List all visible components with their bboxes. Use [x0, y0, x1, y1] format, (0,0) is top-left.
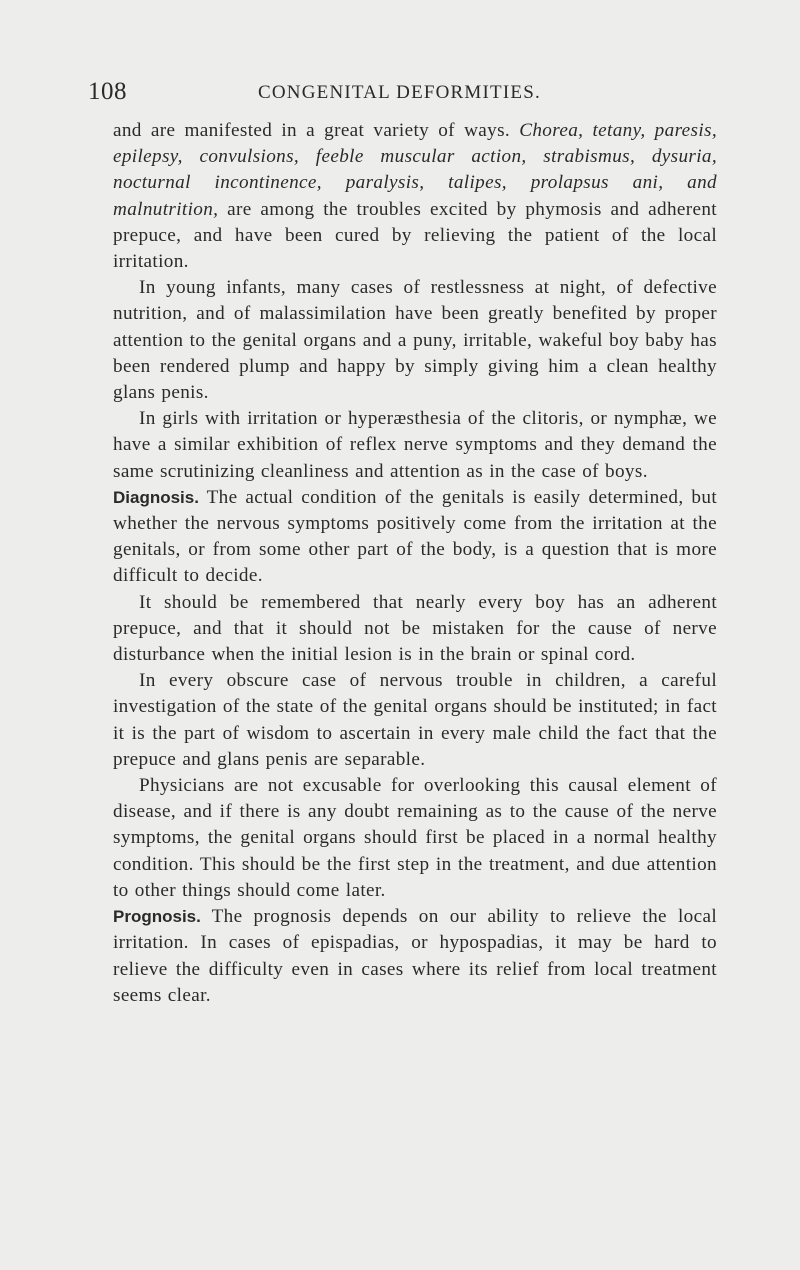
paragraph-adherent-prepuce: It should be remembered that nearly every boy has an adherent prepuce, and that it should not be mistaken for the cause of nerve disturbance when the initial lesion is in the brain or spinal cord. [113, 591, 717, 666]
paragraph-symptoms [113, 118, 717, 275]
paragraph-prognosis [113, 904, 717, 1009]
paragraph-obscure-cases: In every obscure case of nervous trouble in children, a careful investigation of the state of the genital organs should be instituted; in fact it is the part of wisdom to ascertain in every male child the fact that the prepuce and glans penis are separable. [113, 670, 717, 770]
body-text [113, 118, 717, 1009]
page-header [88, 78, 716, 108]
paragraph-diagnosis [113, 485, 717, 590]
paragraph-tail: are among the troubles excited by phymosis and adherent prepuce, and have been cured by relieving the patient of the local irritation. [113, 198, 717, 273]
diagnosis-text: The actual condition of the genitals is easily determined, but whether the nervous symptoms positively come from the irritation at the genitals, or from some other part of the body, is a question that is more difficult to decide. [113, 486, 717, 587]
paragraph-infants: In young infants, many cases of restlessness at night, of defective nutrition, and of malassimilation have been greatly benefited by proper attention to the genital organs and a puny, irritable, wakeful boy baby has been rendered plump and happy by simply giving him a clean healthy glans penis. [113, 277, 717, 404]
paragraph-physicians: Physicians are not excusable for overlooking this causal element of disease, and if there is any doubt remaining as to the cause of the nerve symptoms, the genital organs should first be placed in a normal healthy condition. This should be the first step in the treatment, and due attention to other things should come later. [113, 775, 717, 901]
paragraph-girls: In girls with irritation or hyperæsthesia of the clitoris, or nymphæ, we have a similar exhibition of reflex nerve symptoms and they demand the same scrutinizing cleanliness and attention as in the case of boys. [113, 408, 717, 482]
paragraph-lead: and are manifested in a great variety of ways. [113, 120, 511, 141]
diagnosis-heading: Diagnosis. [113, 487, 199, 507]
prognosis-text: The prognosis depends on our ability to relieve the local irritation. In cases of epispadias, or hypospadias, it may be hard to relieve the difficulty even in cases where its relief from local treatment seems clear. [113, 906, 717, 1006]
page-number: 108 [88, 78, 127, 105]
running-head: CONGENITAL DEFORMITIES. [258, 82, 541, 103]
prognosis-heading: Prognosis. [113, 907, 201, 927]
italic-symptom-list: Chorea, tetany, paresis, epilepsy, convulsions, feeble muscular action, strabismus, dysuria, nocturnal incontinence, paralysis, talipes, prolapsus ani, and malnutrition, [113, 120, 717, 220]
